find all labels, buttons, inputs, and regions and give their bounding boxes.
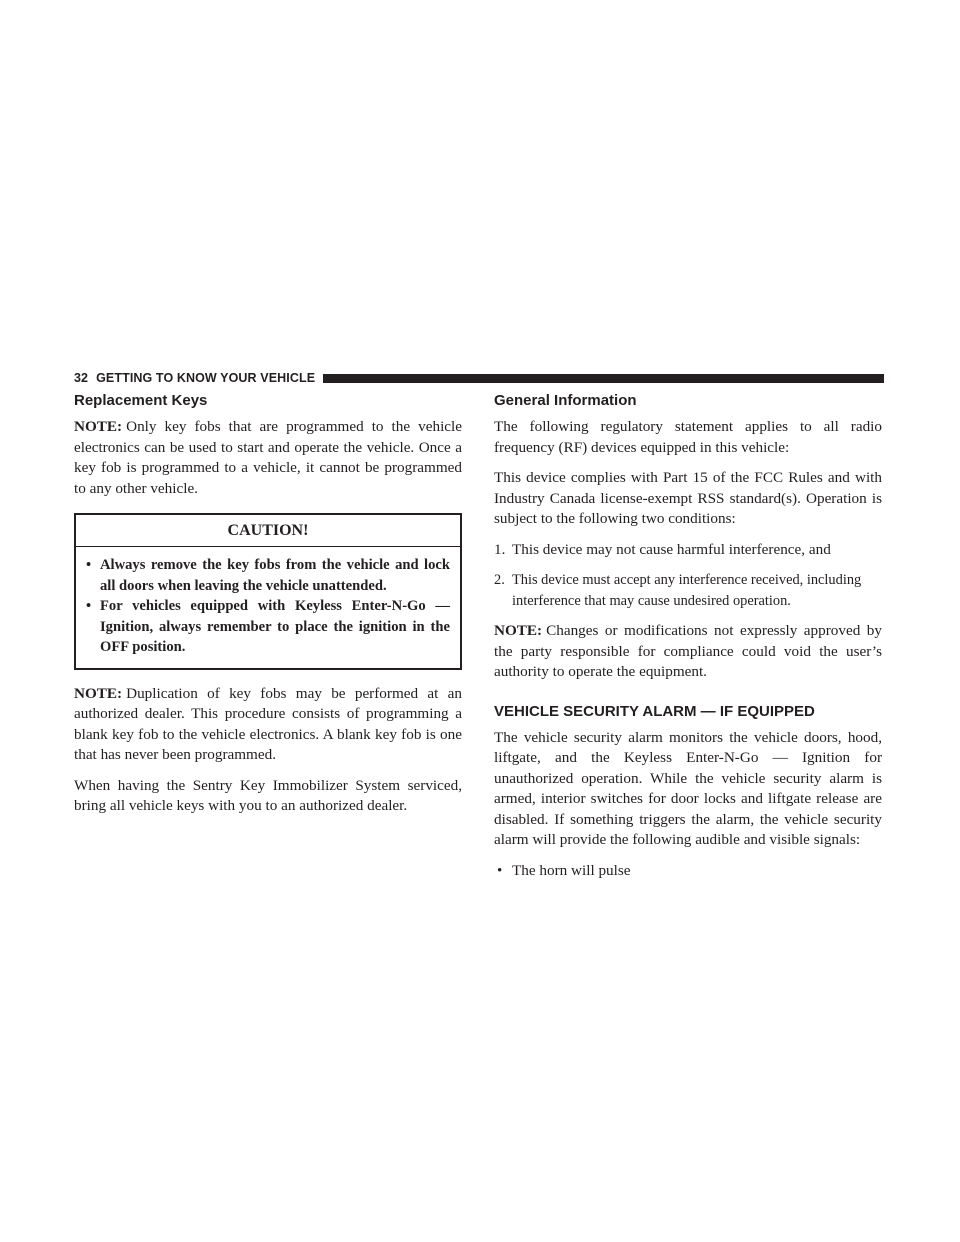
caution-item-text: For vehicles equipped with Keyless Enter-N-Go — Ignition, always remember to place the ignition in the OFF position.: [100, 598, 450, 655]
condition-item: [494, 540, 882, 561]
bullet-icon: •: [86, 598, 92, 614]
security-alarm-heading: VEHICLE SECURITY ALARM — IF EQUIPPED: [494, 702, 815, 720]
replacement-keys-heading: Replacement Keys: [74, 392, 208, 409]
bullet-icon: •: [497, 861, 503, 879]
note-paragraph-3: [494, 621, 882, 683]
signal-text: The horn will pulse: [512, 861, 631, 879]
right-column: [494, 392, 882, 881]
note-paragraph-1: [74, 417, 462, 499]
caution-title: CAUTION!: [76, 515, 460, 547]
fcc-paragraph: This device complies with Part 15 of the FCC Rules and with Industry Canada license-exempt RSS standard(s). Operation is subject to the following two conditions:: [494, 469, 882, 527]
conditions-list: [494, 540, 882, 612]
caution-box: [74, 513, 462, 670]
header-rule: [323, 374, 884, 383]
page-number: 32: [74, 371, 89, 385]
note-text: Changes or modifications not expressly approved by the party responsible for compliance could void the user’s authority to operate the equipment.: [494, 622, 882, 680]
note-paragraph-2: [74, 684, 462, 766]
regulatory-paragraph: The following regulatory statement applies to all radio frequency (RF) devices equipped in this vehicle:: [494, 418, 882, 456]
condition-item: [494, 570, 882, 611]
note-text: Duplication of key fobs may be performed at an authorized dealer. This procedure consists of programming a blank key fob to the vehicle electronics. A blank key fob is one that has never been programmed.: [74, 684, 462, 763]
sentry-key-paragraph: When having the Sentry Key Immobilizer System serviced, bring all vehicle keys with you to an authorized dealer.: [74, 776, 462, 814]
condition-number: 2.: [494, 572, 505, 588]
section-title: GETTING TO KNOW YOUR VEHICLE: [96, 371, 316, 385]
signal-item: [494, 861, 882, 882]
condition-text: This device must accept any interference received, including interference that may cause undesired operation.: [512, 572, 862, 609]
signals-list: [494, 861, 882, 882]
note-text: Only key fobs that are programmed to the vehicle electronics can be used to start and operate the vehicle. Once a key fob is programmed to a vehicle, it cannot be programmed to any other vehicle.: [74, 418, 462, 497]
caution-list: [76, 547, 460, 668]
page-header: [74, 371, 884, 385]
general-information-heading: General Information: [494, 392, 637, 409]
note-label: NOTE:: [74, 684, 123, 702]
security-alarm-paragraph: The vehicle security alarm monitors the vehicle doors, hood, liftgate, and the Keyless Enter-N-Go — Ignition for unauthorized operation. While the vehicle security alarm is armed, interior switches for door locks and liftgate release are disabled. If something triggers the alarm, the vehicle security alarm will provide the following audible and visible signals:: [494, 728, 882, 848]
note-label: NOTE:: [494, 622, 543, 639]
caution-item: [86, 555, 450, 596]
note-label: NOTE:: [74, 418, 123, 435]
condition-text: This device may not cause harmful interference, and: [512, 540, 831, 558]
bullet-icon: •: [86, 557, 92, 573]
left-column: [74, 392, 462, 827]
caution-item-text: Always remove the key fobs from the vehicle and lock all doors when leaving the vehicle unattended.: [100, 557, 450, 594]
caution-item: [86, 596, 450, 658]
condition-number: 1.: [494, 540, 506, 558]
